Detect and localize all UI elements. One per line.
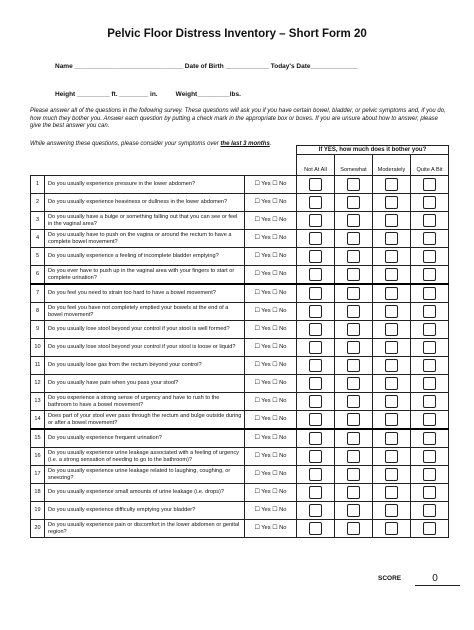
checkbox-somewhat[interactable] (347, 341, 360, 354)
checkbox-quite-a-bit[interactable] (423, 232, 436, 245)
checkbox-somewhat[interactable] (347, 305, 360, 318)
checkbox-moderately[interactable] (385, 450, 398, 463)
yes-no-checkboxes[interactable]: ☐ Yes ☐ No (245, 429, 297, 448)
col-not-at-all: Not At All (297, 155, 335, 176)
checkbox-quite-a-bit[interactable] (423, 377, 436, 390)
question-text: Do you usually have pain when you pass your stool? (45, 375, 245, 393)
question-text: Do you usually experience a feeling of incomplete bladder emptying? (45, 248, 245, 266)
checkbox-not-at-all[interactable] (309, 395, 322, 408)
table-row (31, 284, 449, 303)
timeframe-suffix: . (269, 141, 272, 147)
question-number: 11 (31, 357, 45, 375)
table-row (31, 194, 449, 212)
checkbox-quite-a-bit[interactable] (423, 287, 436, 300)
checkbox-moderately[interactable] (385, 196, 398, 209)
timeframe-emphasis: the last 3 months (220, 141, 270, 147)
checkbox-not-at-all[interactable] (309, 359, 322, 372)
question-number: 1 (31, 176, 45, 194)
checkbox-somewhat[interactable] (347, 250, 360, 263)
checkbox-moderately[interactable] (385, 432, 398, 445)
yes-no-checkboxes[interactable]: ☐ Yes ☐ No (245, 466, 297, 484)
checkbox-quite-a-bit[interactable] (423, 395, 436, 408)
question-number: 6 (31, 266, 45, 285)
yes-no-checkboxes[interactable]: ☐ Yes ☐ No (245, 321, 297, 339)
checkbox-moderately[interactable] (385, 504, 398, 517)
checkbox-somewhat[interactable] (347, 232, 360, 245)
yes-no-checkboxes[interactable]: ☐ Yes ☐ No (245, 266, 297, 285)
checkbox-somewhat[interactable] (347, 196, 360, 209)
yes-no-checkboxes[interactable]: ☐ Yes ☐ No (245, 284, 297, 303)
checkbox-somewhat[interactable] (347, 178, 360, 191)
question-text: Do you usually experience frequent urination? (45, 429, 245, 448)
question-number: 7 (31, 284, 45, 303)
question-number: 4 (31, 230, 45, 248)
checkbox-somewhat[interactable] (347, 323, 360, 336)
height-weight-line[interactable]: Height _________ ft. ________ in. Weight_________lbs. (55, 91, 241, 98)
checkbox-not-at-all[interactable] (309, 486, 322, 499)
question-text: Do you usually experience urine leakage related to laughing, coughing, or sneezing? (45, 466, 245, 484)
question-text: Do you experience a strong sense of urgency and have to rush to the bathroom to have a bowel movement? (45, 393, 245, 411)
checkbox-not-at-all[interactable] (309, 468, 322, 481)
score-label: SCORE (378, 575, 402, 582)
table-row (31, 321, 449, 339)
table-row (31, 248, 449, 266)
question-text: Do you usually experience urine leakage associated with a feeling of urgency (i.e. a strong sensation of needing to go to the bathroom)? (45, 448, 245, 466)
checkbox-somewhat[interactable] (347, 486, 360, 499)
page-title: Pelvic Floor Distress Inventory – Short Form 20 (107, 28, 367, 40)
question-text: Do you usually experience heaviness or dullness in the lower abdomen? (45, 194, 245, 212)
col-moderately: Moderately (373, 155, 411, 176)
question-text: Do you usually have to push on the vagina or around the rectum to have a complete bowel movement? (45, 230, 245, 248)
checkbox-moderately[interactable] (385, 323, 398, 336)
table-row (31, 502, 449, 520)
question-text: Do you ever have to push up in the vaginal area with your fingers to start or complete urination? (45, 266, 245, 285)
question-number: 14 (31, 411, 45, 430)
checkbox-somewhat[interactable] (347, 268, 360, 281)
checkbox-not-at-all[interactable] (309, 341, 322, 354)
checkbox-moderately[interactable] (385, 268, 398, 281)
question-text: Do you feel you need to strain too hard to have a bowel movement? (45, 284, 245, 303)
checkbox-not-at-all[interactable] (309, 323, 322, 336)
checkbox-not-at-all[interactable] (309, 196, 322, 209)
checkbox-moderately[interactable] (385, 486, 398, 499)
table-row (31, 448, 449, 466)
question-number: 10 (31, 339, 45, 357)
yes-no-checkboxes[interactable]: ☐ Yes ☐ No (245, 484, 297, 502)
checkbox-moderately[interactable] (385, 250, 398, 263)
checkbox-moderately[interactable] (385, 413, 398, 426)
table-row (31, 520, 449, 538)
table-row (31, 176, 449, 194)
table-row (31, 375, 449, 393)
checkbox-not-at-all[interactable] (309, 522, 322, 535)
checkbox-not-at-all[interactable] (309, 214, 322, 227)
checkbox-moderately[interactable] (385, 305, 398, 318)
checkbox-quite-a-bit[interactable] (423, 305, 436, 318)
timeframe-prefix: While answering these questions, please consider your symptoms over (30, 141, 221, 147)
question-number: 19 (31, 502, 45, 520)
checkbox-quite-a-bit[interactable] (423, 214, 436, 227)
checkbox-quite-a-bit[interactable] (423, 359, 436, 372)
table-row (31, 266, 449, 285)
question-number: 12 (31, 375, 45, 393)
yes-no-checkboxes[interactable]: ☐ Yes ☐ No (245, 212, 297, 230)
checkbox-somewhat[interactable] (347, 504, 360, 517)
checkbox-not-at-all[interactable] (309, 268, 322, 281)
yes-no-checkboxes[interactable]: ☐ Yes ☐ No (245, 520, 297, 538)
checkbox-somewhat[interactable] (347, 214, 360, 227)
checkbox-quite-a-bit[interactable] (423, 504, 436, 517)
checkbox-quite-a-bit[interactable] (423, 432, 436, 445)
question-number: 15 (31, 429, 45, 448)
question-text: Do you feel you have not completely emptied your bowels at the end of a bowel movement? (45, 303, 245, 321)
col-somewhat: Somewhat (335, 155, 373, 176)
checkbox-not-at-all[interactable] (309, 504, 322, 517)
checkbox-moderately[interactable] (385, 359, 398, 372)
table-row (31, 339, 449, 357)
checkbox-somewhat[interactable] (347, 468, 360, 481)
checkbox-moderately[interactable] (385, 178, 398, 191)
bother-header: If YES, how much does it bother you? (297, 146, 449, 155)
question-number: 18 (31, 484, 45, 502)
question-number: 16 (31, 448, 45, 466)
score-value: 0 (432, 573, 438, 584)
checkbox-quite-a-bit[interactable] (423, 486, 436, 499)
checkbox-quite-a-bit[interactable] (423, 323, 436, 336)
checkbox-quite-a-bit[interactable] (423, 341, 436, 354)
question-number: 8 (31, 303, 45, 321)
question-number: 17 (31, 466, 45, 484)
checkbox-somewhat[interactable] (347, 522, 360, 535)
table-row (31, 484, 449, 502)
yes-no-checkboxes[interactable]: ☐ Yes ☐ No (245, 357, 297, 375)
checkbox-somewhat[interactable] (347, 413, 360, 426)
question-text: Do you usually experience difficulty emptying your bladder? (45, 502, 245, 520)
checkbox-not-at-all[interactable] (309, 377, 322, 390)
checkbox-moderately[interactable] (385, 468, 398, 481)
yes-no-checkboxes[interactable]: ☐ Yes ☐ No (245, 303, 297, 321)
yes-no-checkboxes[interactable]: ☐ Yes ☐ No (245, 194, 297, 212)
checkbox-not-at-all[interactable] (309, 432, 322, 445)
checkbox-not-at-all[interactable] (309, 232, 322, 245)
checkbox-somewhat[interactable] (347, 287, 360, 300)
question-text: Do you usually experience pressure in the lower abdomen? (45, 176, 245, 194)
yes-no-checkboxes[interactable]: ☐ Yes ☐ No (245, 411, 297, 430)
yes-no-checkboxes[interactable]: ☐ Yes ☐ No (245, 448, 297, 466)
checkbox-quite-a-bit[interactable] (423, 268, 436, 281)
table-row (31, 411, 449, 430)
question-number: 20 (31, 520, 45, 538)
checkbox-moderately[interactable] (385, 395, 398, 408)
question-number: 9 (31, 321, 45, 339)
score-underline (415, 585, 460, 586)
checkbox-not-at-all[interactable] (309, 450, 322, 463)
yes-no-checkboxes[interactable]: ☐ Yes ☐ No (245, 393, 297, 411)
yes-no-checkboxes[interactable]: ☐ Yes ☐ No (245, 339, 297, 357)
checkbox-quite-a-bit[interactable] (423, 468, 436, 481)
checkbox-quite-a-bit[interactable] (423, 196, 436, 209)
checkbox-not-at-all[interactable] (309, 305, 322, 318)
checkbox-not-at-all[interactable] (309, 287, 322, 300)
question-number: 3 (31, 212, 45, 230)
col-quite-a-bit: Quite A Bit (411, 155, 449, 176)
checkbox-somewhat[interactable] (347, 432, 360, 445)
checkbox-moderately[interactable] (385, 232, 398, 245)
instructions: Please answer all of the questions in the following survey. These questions will ask you if you have certain bowel, bladder, or pelvic symptoms and, if you do, how much they bother you. Answer each question by putting a check mark in the appropriate box or boxes. If you are unsure about how to answer, please give the best answer you can. (30, 108, 446, 130)
table-row (31, 357, 449, 375)
checkbox-moderately[interactable] (385, 377, 398, 390)
checkbox-quite-a-bit[interactable] (423, 250, 436, 263)
checkbox-somewhat[interactable] (347, 359, 360, 372)
question-number: 13 (31, 393, 45, 411)
question-text: Do you usually experience pain or discomfort in the lower abdomen or genital region? (45, 520, 245, 538)
checkbox-quite-a-bit[interactable] (423, 413, 436, 426)
checkbox-somewhat[interactable] (347, 377, 360, 390)
checkbox-moderately[interactable] (385, 214, 398, 227)
table-row (31, 429, 449, 448)
checkbox-somewhat[interactable] (347, 395, 360, 408)
checkbox-quite-a-bit[interactable] (423, 522, 436, 535)
table-row (31, 303, 449, 321)
table-row (31, 466, 449, 484)
checkbox-not-at-all[interactable] (309, 413, 322, 426)
table-row (31, 230, 449, 248)
name-dob-date-line[interactable]: Name ______________________________ Date of Birth ____________ Today's Date_____________ (55, 63, 358, 70)
yes-no-checkboxes[interactable]: ☐ Yes ☐ No (245, 248, 297, 266)
checkbox-quite-a-bit[interactable] (423, 450, 436, 463)
question-text: Do you usually experience small amounts of urine leakage (i.e. drops)? (45, 484, 245, 502)
checkbox-moderately[interactable] (385, 287, 398, 300)
question-text: Do you usually lose stool beyond your control if your stool is loose or liquid? (45, 339, 245, 357)
question-number: 2 (31, 194, 45, 212)
question-text: Does part of your stool ever pass through the rectum and bulge outside during or after a bowel movement? (45, 411, 245, 430)
yes-no-checkboxes[interactable]: ☐ Yes ☐ No (245, 375, 297, 393)
checkbox-not-at-all[interactable] (309, 250, 322, 263)
checkbox-moderately[interactable] (385, 341, 398, 354)
question-text: Do you usually lose stool beyond your control if your stool is well formed? (45, 321, 245, 339)
question-text: Do you usually have a bulge or something falling out that you can see or feel in the vaginal area? (45, 212, 245, 230)
checkbox-somewhat[interactable] (347, 450, 360, 463)
yes-no-checkboxes[interactable]: ☐ Yes ☐ No (245, 176, 297, 194)
table-row (31, 212, 449, 230)
question-text: Do you usually lose gas from the rectum beyond your control? (45, 357, 245, 375)
table-row (31, 393, 449, 411)
checkbox-quite-a-bit[interactable] (423, 178, 436, 191)
checkbox-moderately[interactable] (385, 522, 398, 535)
question-number: 5 (31, 248, 45, 266)
yes-no-checkboxes[interactable]: ☐ Yes ☐ No (245, 502, 297, 520)
yes-no-checkboxes[interactable]: ☐ Yes ☐ No (245, 230, 297, 248)
checkbox-not-at-all[interactable] (309, 178, 322, 191)
questionnaire-table (30, 145, 449, 538)
